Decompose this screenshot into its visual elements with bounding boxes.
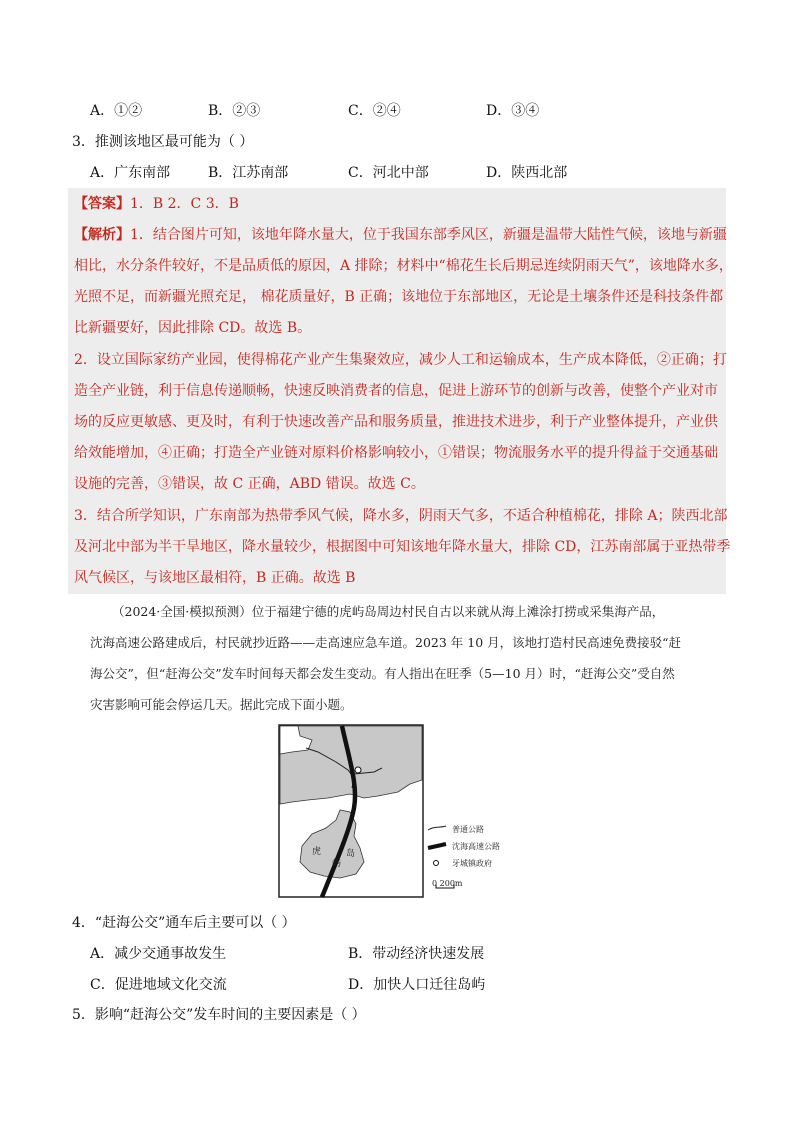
legend-town-symbol: [434, 861, 439, 866]
island-char: 屿: [332, 859, 342, 869]
analysis-line: 相比，水分条件较好，不是品质低的原因，A 排除；材料中“棉花生长后期忌连续阴雨天气”，该地降水多，: [74, 258, 733, 274]
answer-text: 1．B 2．C 3．B: [130, 196, 239, 212]
legend-expressway-symbol: [428, 844, 446, 848]
q4-option-a: A．减少交通事故发生: [90, 946, 227, 962]
passage-line: 海公交”，但“赶海公交”发车时间每天都会发生变动。有人指出在旺季（5—10 月）时，“赶海公交”受自然: [90, 666, 675, 681]
analysis-line: 造全产业链，利于信息传递顺畅，快速反映消费者的信息，促进上游环节的创新与改善，使整个产业对市: [74, 383, 718, 399]
analysis-tag: 【解析】: [74, 227, 130, 243]
q3-stem: 3．推测该地区最可能为（ ）: [72, 134, 254, 150]
q3-option-d: D．陕西北部: [486, 165, 568, 181]
analysis-line: 3．结合所学知识，广东南部为热带季风气候，降水多，阴雨天气多，不适合种植棉花，排除 A；陕西北部: [74, 508, 728, 524]
passage-line: 沈海高速公路建成后，村民就抄近路——走高速应急车道。2023 年 10 月，该地打造村民高速免费接驳“赶: [90, 635, 682, 650]
analysis-line: [74, 226, 727, 244]
analysis-line-text: 1．结合图片可知，该地年降水量大，位于我国东部季风区，新疆是温带大陆性气候，该地与新疆: [130, 227, 727, 243]
analysis-line: 光照不足，而新疆光照充足， 棉花质量好，B 正确；该地位于东部地区，无论是土壤条件还是科技条件都: [74, 289, 724, 305]
analysis-line: 给效能增加，④正确；打造全产业链对原料价格影响较小，①错误；物流服务水平的提升得益于交通基础: [74, 445, 718, 461]
q3-option-a: A．广东南部: [90, 165, 171, 181]
analysis-line: 风气候区，与该地区最相符，B 正确。故选 B: [74, 570, 356, 586]
legend-town: 牙城镇政府: [452, 859, 492, 868]
q4-option-b: B．带动经济快速发展: [348, 946, 485, 962]
island-char: 岛: [346, 849, 356, 859]
analysis-line: 2．设立国际家纺产业园，使得棉花产业产生集聚效应，减少人工和运输成本，生产成本降低，②正确；打: [74, 352, 727, 368]
legend-expressway: 沈海高速公路: [452, 842, 500, 851]
analysis-line: 场的反应更敏感、更及时，有利于快速改善产品和服务质量，推进技术进步，利于产业整体提升，产业供: [74, 414, 718, 430]
passage-line: 灾害影响可能会停运几天。据此完成下面小题。: [90, 697, 353, 712]
q2-option-b: B．②③: [208, 103, 261, 119]
scale-label: 0 200m: [432, 879, 463, 888]
q2-option-c: C．②④: [348, 103, 401, 119]
map-figure: [278, 722, 538, 902]
analysis-line: 比新疆要好，因此排除 CD。故选 B。: [74, 320, 312, 336]
answer-tag: 【答案】: [74, 196, 130, 212]
answer-analysis-block: [68, 188, 733, 594]
passage-line: （2024·全国·模拟预测）位于福建宁德的虎屿岛周边村民自古以来就从海上滩涂打捞或采集海产品，: [112, 604, 665, 619]
analysis-line: 及河北中部为半干旱地区，降水量较少，根据图中可知该地年降水量大，排除 CD，江苏南部属于亚热带季: [74, 539, 731, 555]
q3-option-c: C．河北中部: [348, 165, 429, 181]
legend-ordinary-road-symbol: [428, 826, 446, 830]
q5-stem: 5．影响“赶海公交”发车时间的主要因素是（ ）: [72, 1007, 366, 1023]
q4-option-d: D．加快人口迁往岛屿: [348, 977, 486, 993]
q4-option-c: C．促进地域文化交流: [90, 977, 227, 993]
q4-stem: 4．“赶海公交”通车后主要可以（ ）: [72, 915, 296, 931]
town-government-marker: [355, 767, 361, 773]
legend-ordinary-road: 普通公路: [452, 825, 484, 834]
q2-option-a: A．①②: [90, 103, 143, 119]
q3-option-b: B．江苏南部: [208, 165, 289, 181]
analysis-line: 设施的完善，③错误，故 C 正确，ABD 错误。故选 C。: [74, 476, 425, 492]
map-legend: [428, 824, 500, 888]
island-char: 虎: [312, 847, 322, 857]
q2-option-d: D．③④: [486, 103, 540, 119]
answer-line: [74, 195, 239, 213]
